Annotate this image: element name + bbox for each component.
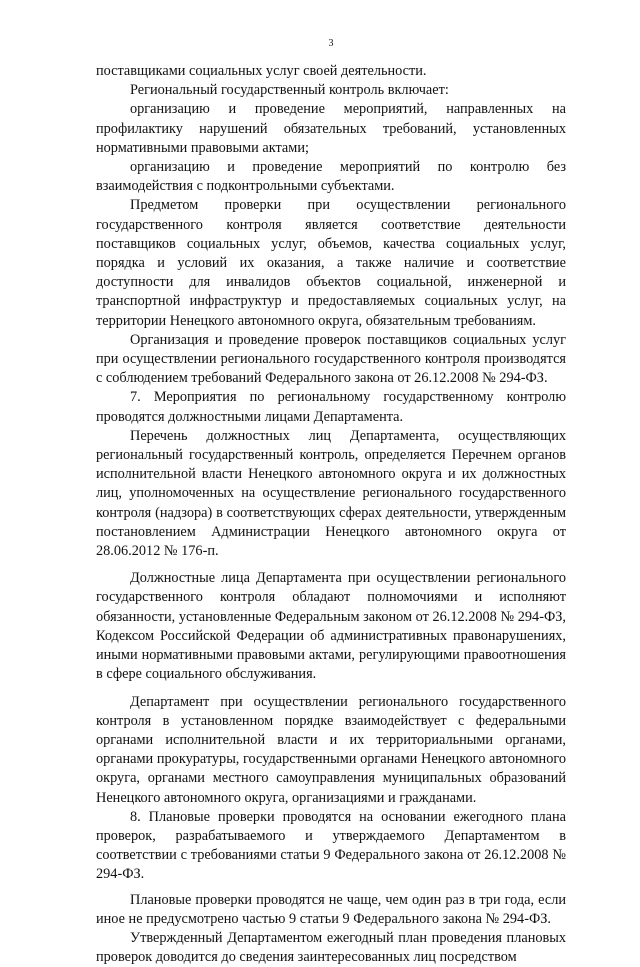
paragraph: организацию и проведение мероприятий по контролю без взаимодействия с подконтрольными субъектами. bbox=[96, 159, 566, 195]
paragraph: Утвержденный Департаментом ежегодный план проведения плановых проверок доводится до сведения заинтересованных лиц посредством bbox=[96, 929, 566, 966]
paragraph: Должностные лица Департамента при осуществлении регионального государственного контроля обладают полномочиями и исполняют обязанности, установленные Федеральным законом от 26.12.2008 № 294-ФЗ, Кодексом Российской Федерации об административных правонарушениях, иными нормативными правовыми актами, регулирующими правоотношения в сфере социального обслуживания. bbox=[96, 570, 566, 683]
paragraph: Предметом проверки при осуществлении регионального государственного контроля является соответствие деятельности поставщиков социальных услуг, объемов, качества социальных услуг, порядка и условий их оказания, а также наличие и соответствие доступности для инвалидов объектов социальной, инженерной и транспортной инфраструктур и предоставляемых социальных услуг, на территории Ненецкого автономного округа, обязательным требованиям. bbox=[96, 197, 566, 329]
page-number: 3 bbox=[328, 38, 334, 49]
document-page bbox=[96, 0, 566, 966]
paragraph: Региональный государственный контроль включает: bbox=[130, 82, 449, 99]
paragraph: 8. Плановые проверки проводятся на основании ежегодного плана проверок, разрабатываемого и утверждаемого Департаментом в соответствии с требованиями статьи 9 Федерального закона от 26.12.2008 № 294-ФЗ. bbox=[96, 808, 566, 883]
paragraph: Плановые проверки проводятся не чаще, чем один раз в три года, если иное не предусмотрено частью 9 статьи 9 Федерального закона № 294-ФЗ. bbox=[96, 891, 566, 927]
paragraph: Департамент при осуществлении регионального государственного контроля в установленном порядке взаимодействует с федеральными органами исполнительной власти и их территориальными органами, органами прокуратуры, государственными органами Ненецкого автономного округа, органами местного самоуправления муниципальных образований Ненецкого автономного округа, организациями и гражданами. bbox=[96, 693, 566, 806]
paragraph: поставщиками социальных услуг своей деятельности. bbox=[96, 63, 427, 79]
paragraph: организацию и проведение мероприятий, направленных на профилактику нарушений обязательных требований, установленных нормативными правовыми актами; bbox=[96, 101, 566, 156]
document-body bbox=[96, 62, 566, 967]
paragraph: 7. Мероприятия по региональному государственному контролю проводятся должностными лицами Департамента. bbox=[96, 389, 566, 425]
paragraph: Перечень должностных лиц Департамента, осуществляющих региональный государственный контроль, определяется Перечнем органов исполнительной власти Ненецкого автономного округа и их должностных лиц, уполномоченных на осуществление регионального государственного контроля (надзора) в соответствующих сферах деятельности, утвержденным постановлением Администрации Ненецкого автономного округа от 28.06.2012 № 176-п. bbox=[96, 427, 566, 560]
paragraph: Организация и проведение проверок поставщиков социальных услуг при осуществлении регионального государственного контроля производятся с соблюдением требований Федерального закона от 26.12.2008 № 294-ФЗ. bbox=[96, 331, 566, 387]
